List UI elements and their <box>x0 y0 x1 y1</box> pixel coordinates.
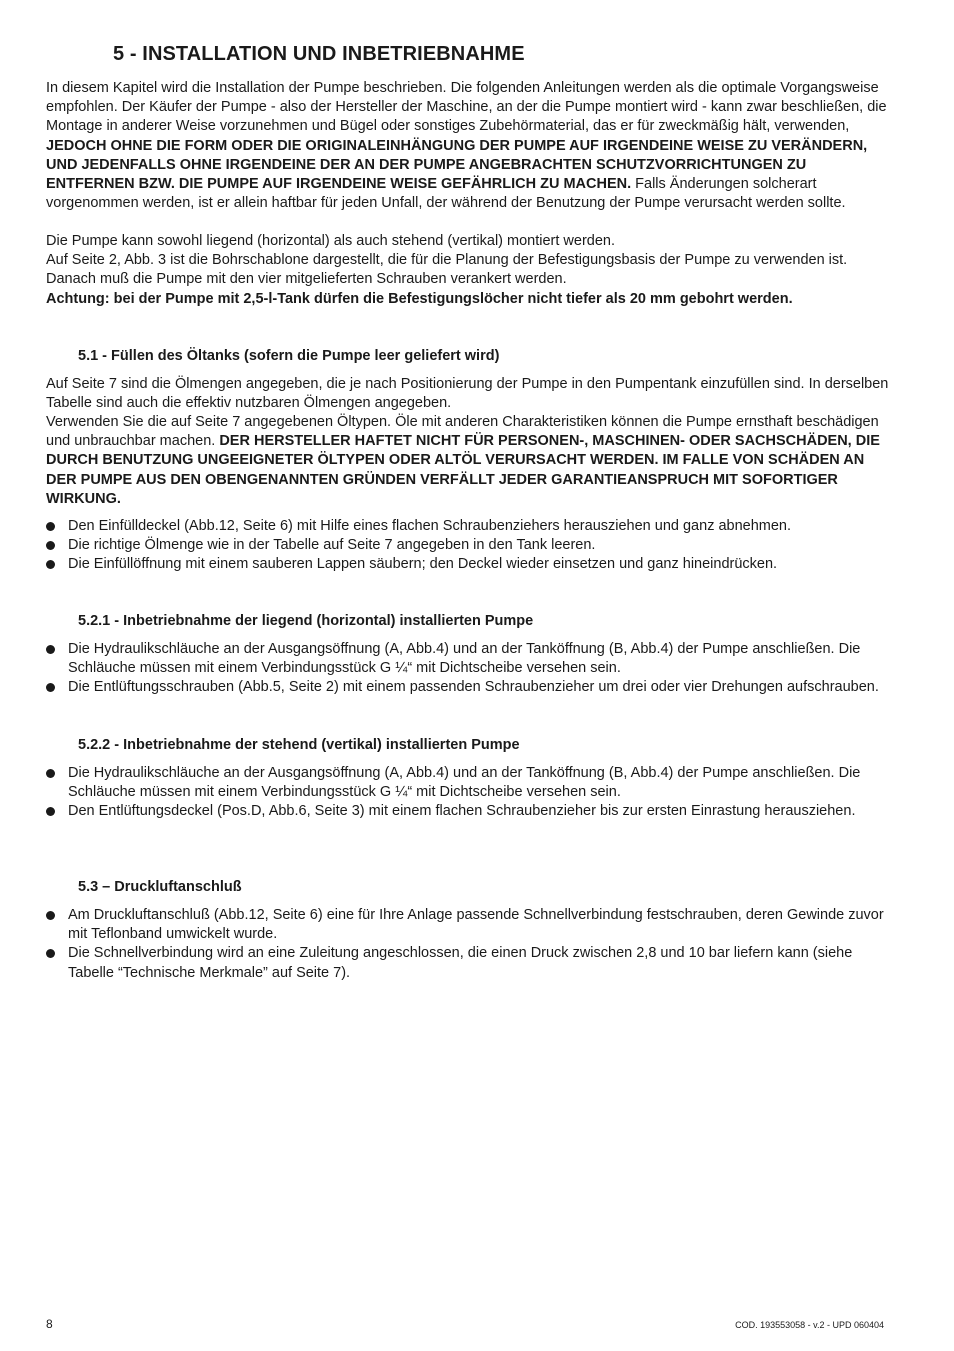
section-5-2-1-list <box>46 640 896 698</box>
list-item: Die Entlüftungsschrauben (Abb.5, Seite 2) mit einem passenden Schraubenzieher um drei oder vier Drehungen aufschrauben. <box>46 678 896 697</box>
page-number: 8 <box>46 1317 53 1331</box>
section-5-1-heading: 5.1 - Füllen des Öltanks (sofern die Pumpe leer geliefert wird) <box>78 348 500 364</box>
section-5-2-2-heading: 5.2.2 - Inbetriebnahme der stehend (vertikal) installierten Pumpe <box>78 737 520 753</box>
bullet-icon <box>46 560 55 569</box>
page-title: 5 - INSTALLATION UND INBETRIEBNAHME <box>113 43 525 65</box>
intro-paragraph <box>46 79 896 213</box>
bullet-icon <box>46 911 55 920</box>
intro-text: In diesem Kapitel wird die Installation der Pumpe beschrieben. Die folgenden Anleitungen werden als die optimale Vorgangsweise empfohlen. Der Käufer der Pumpe - also der Hersteller der Maschine, an der die Pumpe montiert wird - kann zwar beschließen, die Montage in anderer Weise vorzunehmen und Bügel oder sonstiges Zubehörmaterial, das er für zweckmäßig hält, verwenden, <box>46 80 887 135</box>
attention-text: Achtung: bei der Pumpe mit 2,5-l-Tank dürfen die Befestigungslöcher nicht tiefer als 20 mm gebohrt werden. <box>46 291 793 307</box>
list-item: Die Hydraulikschläuche an der Ausgangsöffnung (A, Abb.4) und an der Tanköffnung (B, Abb.4) der Pumpe anschließen. Die Schläuche müssen mit einem Verbindungsstück G ¼“ mit Dichtscheibe versehen sein. <box>46 640 896 678</box>
mounting-paragraph: Die Pumpe kann sowohl liegend (horizontal) als auch stehend (vertikal) montiert werden. <box>46 233 616 249</box>
bullet-icon <box>46 683 55 692</box>
oil-type-paragraph <box>46 413 896 509</box>
section-5-2-2-list <box>46 764 896 822</box>
intro-warning-text: JEDOCH OHNE DIE FORM ODER DIE ORIGINALEINHÄNGUNG DER PUMPE AUF IRGENDEINE WEISE ZU VERÄNDERN, UND JEDENFALLS OHNE IRGENDEINE DER AN DER PUMPE ANGEBRACHTEN SCHUTZVORRICHTUNGEN ZU ENTFERNEN BZW. DIE PUMPE AUF IRGENDEINE WEISE GEFÄHRLICH ZU MACHEN. <box>46 137 868 193</box>
intro-liability-text: Falls Änderungen solcherart vorgenommen werden, ist er allein haftbar für jeden Unfall, der während der Benutzung der Pumpe verursacht werden sollte. <box>46 176 846 212</box>
bullet-icon <box>46 645 55 654</box>
section-5-2-1-heading: 5.2.1 - Inbetriebnahme der liegend (horizontal) installierten Pumpe <box>78 613 534 629</box>
bullet-icon <box>46 522 55 531</box>
bullet-icon <box>46 541 55 550</box>
list-item: Die Schnellverbindung wird an eine Zuleitung angeschlossen, die einen Druck zwischen 2,8 und 10 bar liefern kann (siehe Tabelle “Technische Merkmale” auf Seite 7). <box>46 944 896 982</box>
oil-quantity-paragraph: Auf Seite 7 sind die Ölmengen angegeben, die je nach Positionierung der Pumpe in den Pumpentank einzufüllen sind. In derselben Tabelle sind auch die effektiv nutzbaren Ölmengen angegeben. <box>46 376 889 412</box>
list-item: Die Hydraulikschläuche an der Ausgangsöffnung (A, Abb.4) und an der Tanköffnung (B, Abb.4) der Pumpe anschließen. Die Schläuche müssen mit einem Verbindungsstück G ¼“ mit Dichtscheibe versehen sein. <box>46 764 896 802</box>
oil-warning-text: DER HERSTELLER HAFTET NICHT FÜR PERSONEN-, MASCHINEN- ODER SACHSCHÄDEN, DIE DURCH BENUTZUNG UNGEEIGNETER ÖLTYPEN ODER ALTÖL VERURSACHT WERDEN. IM FALLE VON SCHÄDEN AN DER PUMPE AUS DEN OBENGENANNTEN GRÜNDEN VERFÄLLT JEDER GARANTIEANSPRUCH MIT SOFORTIGER WIRKUNG. <box>46 433 880 507</box>
list-item: Den Entlüftungsdeckel (Pos.D, Abb.6, Seite 3) mit einem flachen Schraubenzieher bis zur ersten Einrastung herausziehen. <box>46 802 896 821</box>
bullet-icon <box>46 807 55 816</box>
list-item: Die richtige Ölmenge wie in der Tabelle auf Seite 7 angegeben in den Tank leeren. <box>46 536 896 555</box>
document-code: COD. 193553058 - v.2 - UPD 060404 <box>735 1320 884 1330</box>
section-5-1-list <box>46 517 896 575</box>
list-item: Die Einfüllöffnung mit einem sauberen Lappen säubern; den Deckel wieder einsetzen und ganz hineindrücken. <box>46 555 896 574</box>
section-5-3-heading: 5.3 – Druckluftanschluß <box>78 879 242 895</box>
oil-type-text: Verwenden Sie die auf Seite 7 angegebenen Öltypen. Öle mit anderen Charakteristiken können die Pumpe ernsthaft beschädigen und unbrauchbar machen. <box>46 414 879 450</box>
attention-paragraph <box>46 290 896 309</box>
bullet-icon <box>46 949 55 958</box>
bullet-icon <box>46 769 55 778</box>
drilling-template-paragraph: Auf Seite 2, Abb. 3 ist die Bohrschablone dargestellt, die für die Planung der Befestigungsbasis der Pumpe zu verwenden ist. Danach muß die Pumpe mit den vier mitgelieferten Schrauben verankert werden. <box>46 252 848 288</box>
list-item: Am Druckluftanschluß (Abb.12, Seite 6) eine für Ihre Anlage passende Schnellverbindung festschrauben, deren Gewinde zuvor mit Teflonband umwickelt wurde. <box>46 906 896 944</box>
section-5-3-list <box>46 906 896 983</box>
list-item: Den Einfülldeckel (Abb.12, Seite 6) mit Hilfe eines flachen Schraubenziehers herausziehen und ganz abnehmen. <box>46 517 896 536</box>
